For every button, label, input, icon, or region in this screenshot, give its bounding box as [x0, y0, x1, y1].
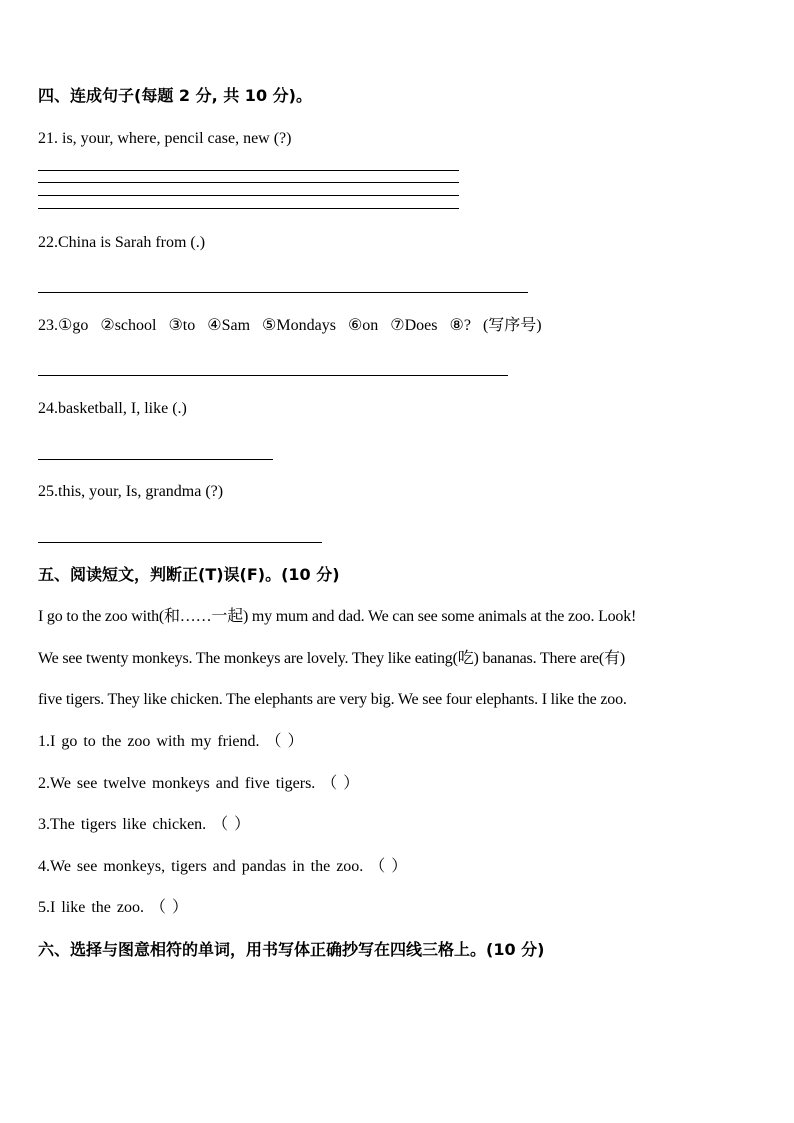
passage-line: five tigers. They like chicken. The elephants are very big. We see four elephants. I like the zoo. — [38, 691, 627, 708]
question-22: 22.China is Sarah from (.) — [38, 234, 206, 251]
writing-line[interactable] — [38, 182, 459, 183]
section-4-heading: 四、连成句子(每题 2 分, 共 10 分)。 — [38, 86, 312, 105]
judge-item: 2.We see twelve monkeys and five tigers. （ ） — [38, 775, 360, 792]
answer-line[interactable] — [38, 292, 528, 293]
writing-line[interactable] — [38, 208, 459, 209]
judge-item: 4.We see monkeys, tigers and pandas in the zoo. （ ） — [38, 858, 408, 875]
judge-item: 3.The tigers like chicken. （ ） — [38, 816, 251, 833]
passage-line: We see twenty monkeys. The monkeys are lovely. They like eating(吃) bananas. There are(有) — [38, 650, 625, 667]
question-24: 24.basketball, I, like (.) — [38, 400, 187, 417]
judge-item: 5.I like the zoo. （ ） — [38, 899, 188, 916]
answer-line[interactable] — [38, 375, 508, 376]
answer-line[interactable] — [38, 459, 273, 460]
section-6-heading: 六、选择与图意相符的单词，用书写体正确抄写在四线三格上。(10 分) — [38, 940, 545, 959]
question-23: 23.①go ②school ③to ④Sam ⑤Mondays ⑥on ⑦Does ⑧? (写序号) — [38, 317, 542, 334]
question-25: 25.this, your, Is, grandma (?) — [38, 483, 224, 500]
writing-line[interactable] — [38, 170, 459, 171]
section-5-heading: 五、阅读短文，判断正(T)误(F)。(10 分) — [38, 565, 340, 584]
question-21: 21. is, your, where, pencil case, new (?) — [38, 130, 292, 147]
writing-line[interactable] — [38, 195, 459, 196]
judge-item: 1.I go to the zoo with my friend. （ ） — [38, 733, 304, 750]
passage-line: I go to the zoo with(和……一起) my mum and dad. We can see some animals at the zoo. Look! — [38, 608, 637, 625]
answer-line[interactable] — [38, 542, 322, 543]
